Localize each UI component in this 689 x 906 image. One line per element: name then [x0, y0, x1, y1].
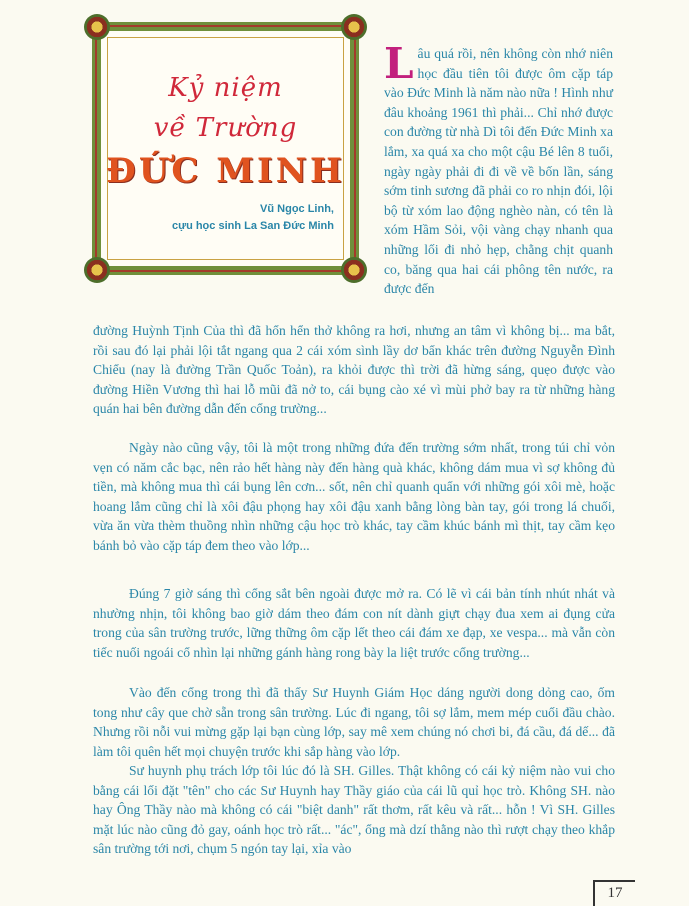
paragraph-3: Đúng 7 giờ sáng thì cổng sắt bên ngoài được mở ra. Có lẽ vì cái bản tính nhút nhát và nhường nhịn, tôi không bao giờ dám theo đám con nít dành giựt chạy đua xem ai đụng cửa trong của sân trường trước, lững thững ôm cặp lết theo cái đám xe đạp, xe vespa... mà vẫn còn tiếc nuối ngoái cổ nhìn lại những gánh hàng rong bày la liệt trước cổng trường... — [93, 586, 615, 660]
page-number: 17 — [593, 880, 635, 906]
paragraph-2: Ngày nào cũng vậy, tôi là một trong những đứa đến trường sớm nhất, trong túi chỉ vỏn vẹn có năm cắc bạc, nên rảo hết hàng này đến hàng quà khác, không dám mua vì sợ không đủ tiền, mà không mua thì cái bụng lên cơn... sốt, nên chỉ quanh quẩn với những gói xôi mè, hoặc hoang lắm cũng chỉ là xôi đậu phọng hay xôi đậu xanh bằng lòng bàn tay, gói trong lá chuối, vừa ăn vừa thèm thuồng nhìn những cậu học trò khác, tay cầm khúc bánh mì thịt, tay cầm kẹo bánh bỏ vào cặp táp đem theo vào lớp... — [93, 440, 615, 553]
paragraph-1-text: âu quá rồi, nên không còn nhớ niên học đầu tiên tôi được ôm cặp táp vào Đức Minh là năm nào nữa ! Hình như đâu khoảng 1961 thì phải... Chỉ nhớ được con đường từ nhà Dì tôi đến Đức Minh xa lắm, xa quá xa cho một cậu Bé lên 8 tuổi, ngày ngày phải đi đi về về bốn lần, sáng sớm tinh sương đã phải co ro nhịn đói, lội bộ từ xóm lao động nghèo nàn, có tên là xóm Hầm Sỏi, vội vàng chạy nhanh qua những lối đi nhỏ hẹp, chằng chịt quanh co, băng qua hai cái phông tên nước, ra được đến — [384, 46, 614, 297]
ornament-corner-icon — [341, 257, 367, 283]
paragraph-1-continued: đường Huỳnh Tịnh Của thì đã hổn hển thở không ra hơi, nhưng an tâm vì không bị... ma bắt, rồi sau đó lại phải lội tắt ngang qua 2 cái xóm sình lầy dơ bẩn khác trên đường Nguyễn Đình Chiểu (nay là đường Trần Quốc Toản), ra khỏi được thì trời đã hừng sáng, quẹo được vào đường Hiền Vương thì hai lỗ mũi đã nở to, cái bụng cào xé vì mùi phở bay ra từ những hàng quán hai bên đường dẫn đến cổng trường... — [93, 323, 615, 417]
ornament-corner-icon — [84, 14, 110, 40]
author-role: cựu học sinh La San Đức Minh — [171, 220, 334, 232]
ornament-corner-icon — [84, 257, 110, 283]
ornament-corner-icon — [341, 14, 367, 40]
paragraph-4: Vào đến cổng trong thì đã thấy Sư Huynh Giám Học dáng người dong dỏng cao, ốm tong như cây que chờ sẵn trong sân trường. Lúc đi ngang, tôi sợ lắm, mem mép cuối đầu chào. Nhưng rồi nỗi vui mừng gặp lại bạn cùng lớp, say mê xem chúng nó chơi bi, đá cầu, đá dế... đã làm tôi quên hết mọi chuyện trước khi sắp hàng vào lớp. — [93, 685, 615, 759]
title-line-3: ĐỨC MINH — [105, 151, 345, 191]
title-frame — [92, 22, 359, 275]
paragraph-1-right-column — [384, 39, 614, 299]
title-line-1: Kỷ niệm — [168, 73, 283, 103]
author-byline — [172, 201, 334, 235]
author-name: Vũ Ngọc Linh, — [260, 203, 334, 215]
drop-cap: L — [384, 39, 414, 88]
paragraph-5: Sư huynh phụ trách lớp tôi lúc đó là SH. Gilles. Thật không có cái kỷ niệm nào vui cho bằng cái lối đặt "tên" cho các Sư Huynh hay Thầy giáo của cái lũ quỉ học trò. Không SH. nào hay Ông Thầy nào mà không có cái "biệt danh" rất thơm, rất kêu và rất... hỗn ! Vì SH. Gilles mặt lúc nào cũng đỏ gay, oánh học trò rất... "ác", ổng mà dzí thằng nào thì rượt chạy theo khắp sân trường tới nơi, chụm 5 ngón tay lại, xỉa vào — [93, 763, 615, 857]
title-line-2: về Trường — [153, 113, 298, 143]
